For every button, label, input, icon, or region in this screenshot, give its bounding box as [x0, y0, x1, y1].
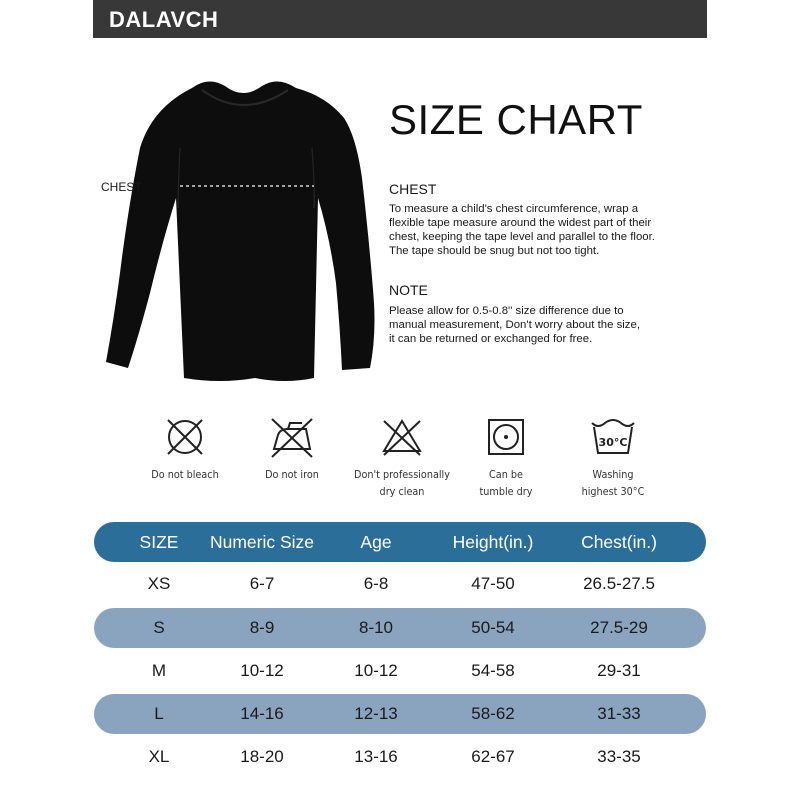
brand-name: DALAVCH — [109, 7, 219, 32]
chest-line: The tape should be snug but not too tight. — [389, 245, 600, 257]
tumble-dry-icon — [484, 415, 528, 459]
table-cell: 26.5-27.5 — [583, 574, 655, 593]
do-not-dry-clean-icon — [378, 415, 426, 459]
chest-line: flexible tape measure around the widest part of their — [389, 217, 652, 229]
do-not-bleach-icon — [163, 415, 207, 459]
do-not-iron-icon — [268, 415, 316, 459]
table-cell: 31-33 — [597, 704, 641, 723]
table-cell: 29-31 — [597, 661, 641, 680]
chest-description — [389, 202, 699, 258]
table-cell: 6-8 — [363, 574, 389, 593]
brand-bar — [93, 0, 707, 38]
wash-temperature: 30°C — [598, 436, 628, 449]
table-cell: 6-7 — [249, 574, 275, 593]
care-label: Can be tumble dry — [479, 469, 533, 498]
shirt-body — [106, 81, 375, 381]
table-cell: 54-58 — [471, 661, 515, 680]
size-table-header — [94, 522, 706, 562]
care-label: Don't professionally dry clean — [354, 469, 450, 498]
care-item-bleach — [130, 415, 240, 484]
table-row — [94, 608, 706, 648]
table-cell: 47-50 — [471, 574, 515, 593]
table-cell: 27.5-29 — [590, 618, 648, 637]
table-row — [94, 737, 706, 777]
note-line: Please allow for 0.5-0.8'' size difference due to — [389, 305, 624, 317]
care-label: Washing highest 30°C — [581, 469, 645, 498]
care-item-washing — [558, 415, 668, 501]
table-cell: XL — [148, 747, 170, 766]
page-title: SIZE CHART — [389, 96, 643, 143]
note-line: it can be returned or exchanged for free. — [389, 333, 593, 345]
table-cell: S — [153, 618, 165, 637]
chest-line: To measure a child's chest circumference, wrap a — [389, 203, 639, 215]
table-cell: 10-12 — [354, 661, 398, 680]
header-cell: Chest(in.) — [581, 532, 657, 552]
table-cell: 18-20 — [240, 747, 284, 766]
table-cell: 10-12 — [240, 661, 284, 680]
note-line: manual measurement, Don't worry about the size, — [389, 319, 640, 331]
table-cell: 8-9 — [249, 618, 275, 637]
care-item-tumble-dry — [451, 415, 561, 501]
table-cell: XS — [147, 574, 171, 593]
care-label: Do not bleach — [151, 469, 219, 481]
header-cell: Age — [360, 532, 392, 552]
table-cell: 50-54 — [471, 618, 515, 637]
table-cell: M — [151, 661, 167, 680]
table-row — [94, 564, 706, 604]
care-item-iron — [237, 415, 347, 484]
table-cell: 12-13 — [354, 704, 398, 723]
chest-diagram-label: CHEST — [101, 180, 142, 194]
care-label: Do not iron — [265, 469, 319, 481]
table-cell: 13-16 — [354, 747, 398, 766]
header-cell: Height(in.) — [452, 532, 534, 552]
care-item-dry-clean — [347, 415, 457, 501]
table-row — [94, 694, 706, 734]
note-description — [389, 304, 699, 346]
table-cell: L — [154, 704, 164, 723]
table-cell: 8-10 — [358, 618, 394, 637]
table-cell: 58-62 — [471, 704, 515, 723]
table-cell: 62-67 — [471, 747, 515, 766]
wash-30-icon — [588, 415, 638, 459]
table-cell: 33-35 — [597, 747, 641, 766]
shirt-illustration — [100, 78, 382, 388]
table-cell: 14-16 — [240, 704, 284, 723]
table-row — [94, 651, 706, 691]
chest-line: chest, keeping the tape level and parallel to the floor. — [389, 231, 655, 243]
header-cell: Numeric Size — [209, 532, 315, 552]
chest-heading: CHEST — [389, 181, 437, 197]
note-heading: NOTE — [389, 282, 428, 298]
header-cell: SIZE — [139, 532, 179, 552]
